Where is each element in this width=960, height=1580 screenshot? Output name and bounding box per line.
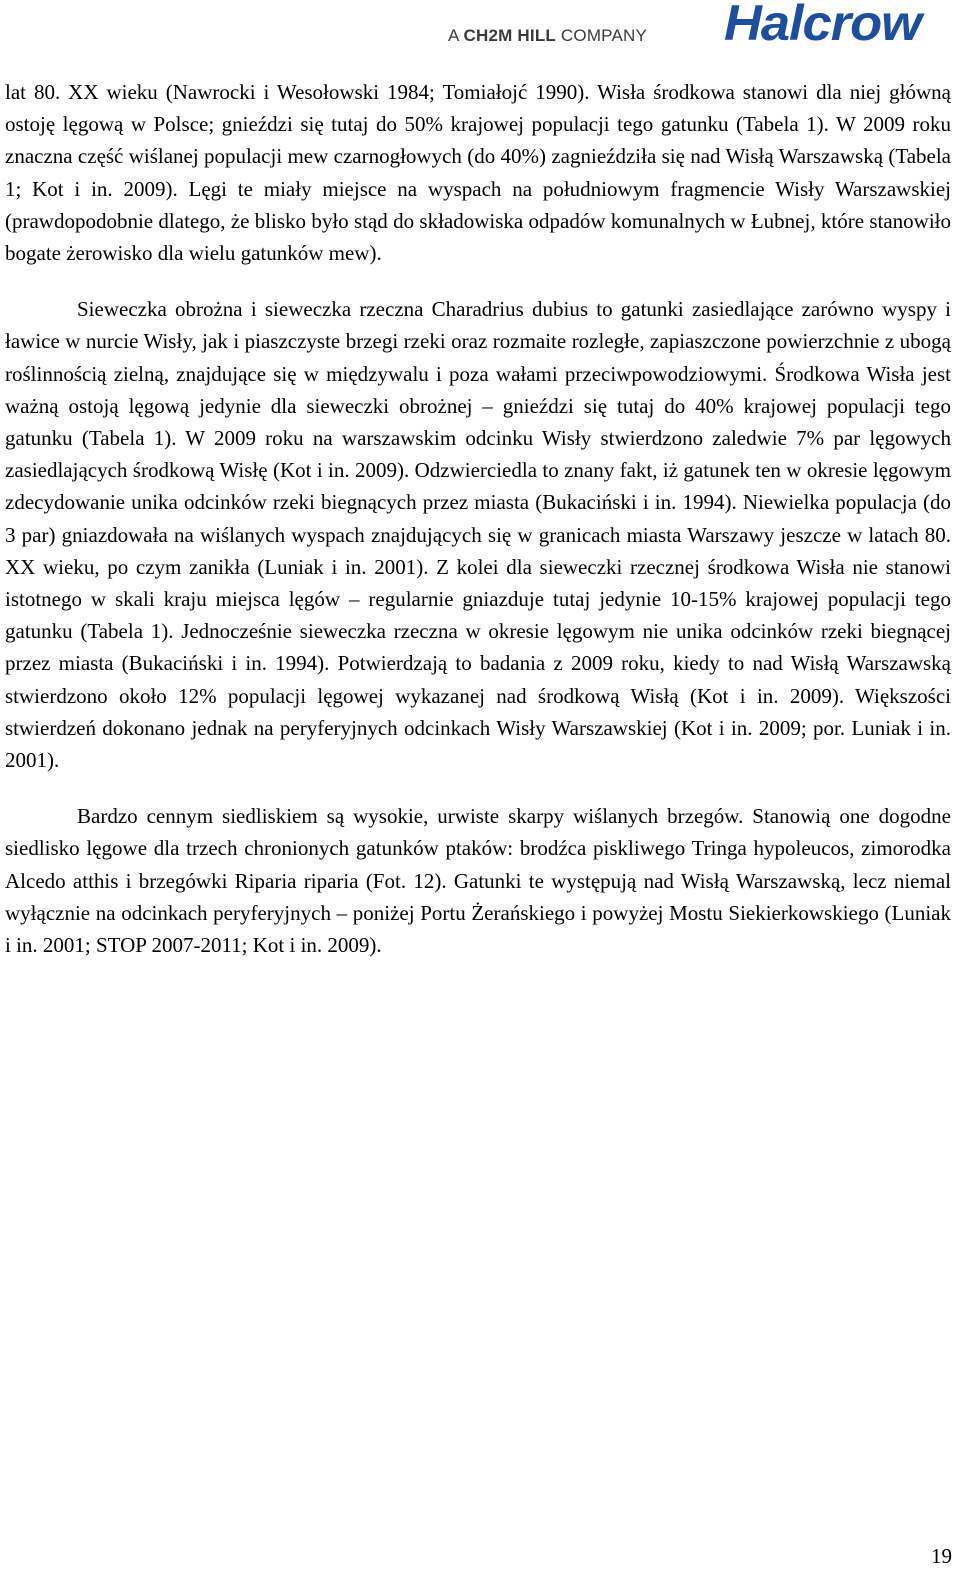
tagline-suffix: COMPANY xyxy=(556,26,648,45)
tagline-prefix: A xyxy=(448,26,464,45)
page-number: 19 xyxy=(931,1544,952,1568)
body-text xyxy=(5,76,951,961)
halcrow-logo: Halcrow xyxy=(724,0,921,51)
page-header xyxy=(0,0,960,60)
paragraph-continuation: lat 80. XX wieku (Nawrocki i Wesołowski 1984; Tomiałojć 1990). Wisła środkowa stanowi dla niej główną ostoję lęgową w Polsce; gnieździ się tutaj do 50% krajowej populacji tego gatunku (Tabela 1). W 2009 roku znaczna część wiślanej populacji mew czarnogłowych (do 40%) zagnieździła się nad Wisłą Warszawską (Tabela 1; Kot i in. 2009). Lęgi te miały miejsce na wyspach na południowym fragmencie Wisły Warszawskiej (prawdopodobnie dlatego, że blisko było stąd do składowiska odpadów komunalnych w Łubnej, które stanowiło bogate żerowisko dla wielu gatunków mew). xyxy=(5,80,951,266)
paragraph-sieweczka: Sieweczka obrożna i sieweczka rzeczna Charadrius dubius to gatunki zasiedlające zarówno wyspy i ławice w nurcie Wisły, jak i piaszczyste brzegi rzeki oraz rozmaite rozległe, zapiaszczone powierzchnie z ubogą roślinnością zielną, znajdujące się w międzywalu i poza wałami przeciwpowodziowymi. Środkowa Wisła jest ważną ostoją lęgową jedynie dla sieweczki obrożnej – gnieździ się tutaj do 40% krajowej populacji tego gatunku (Tabela 1). W 2009 roku na warszawskim odcinku Wisły stwierdzono zaledwie 7% par lęgowych zasiedlających środkową Wisłę (Kot i in. 2009). Odzwierciedla to znany fakt, iż gatunek ten w okresie lęgowym zdecydowanie unika odcinków rzeki biegnących przez miasta (Bukaciński i in. 1994). Niewielka populacja (do 3 par) gniazdowała na wiślanych wyspach znajdujących się w granicach miasta Warszawy jeszcze w latach 80. XX wieku, po czym zanikła (Luniak i in. 2001). Z kolei dla sieweczki rzecznej środkowa Wisła nie stanowi istotnego w skali kraju miejsca lęgów – regularnie gniazduje tutaj jedynie 10-15% krajowej populacji tego gatunku (Tabela 1). Jednocześnie sieweczka rzeczna w okresie lęgowym nie unika odcinków rzeki biegnącej przez miasta (Bukaciński i in. 1994). Potwierdzają to badania z 2009 roku, kiedy to nad Wisłą Warszawską stwierdzono około 12% populacji lęgowej wykazanej nad środkową Wisłą (Kot i in. 2009). Większości stwierdzeń dokonano jednak na peryferyjnych odcinkach Wisły Warszawskiej (Kot i in. 2009; por. Luniak i in. 2001). xyxy=(5,297,951,773)
company-tagline xyxy=(448,26,647,46)
paragraph-skarpy: Bardzo cennym siedliskiem są wysokie, urwiste skarpy wiślanych brzegów. Stanowią one dogodne siedlisko lęgowe dla trzech chronionych gatunków ptaków: brodźca piskliwego Tringa hypoleucos, zimorodka Alcedo atthis i brzegówki Riparia riparia (Fot. 12). Gatunki te występują nad Wisłą Warszawską, lecz niemal wyłącznie na odcinkach peryferyjnych – poniżej Portu Żerańskiego i powyżej Mostu Siekierkowskiego (Luniak i in. 2001; STOP 2007-2011; Kot i in. 2009). xyxy=(5,804,951,958)
tagline-company: CH2M HILL xyxy=(463,26,556,45)
